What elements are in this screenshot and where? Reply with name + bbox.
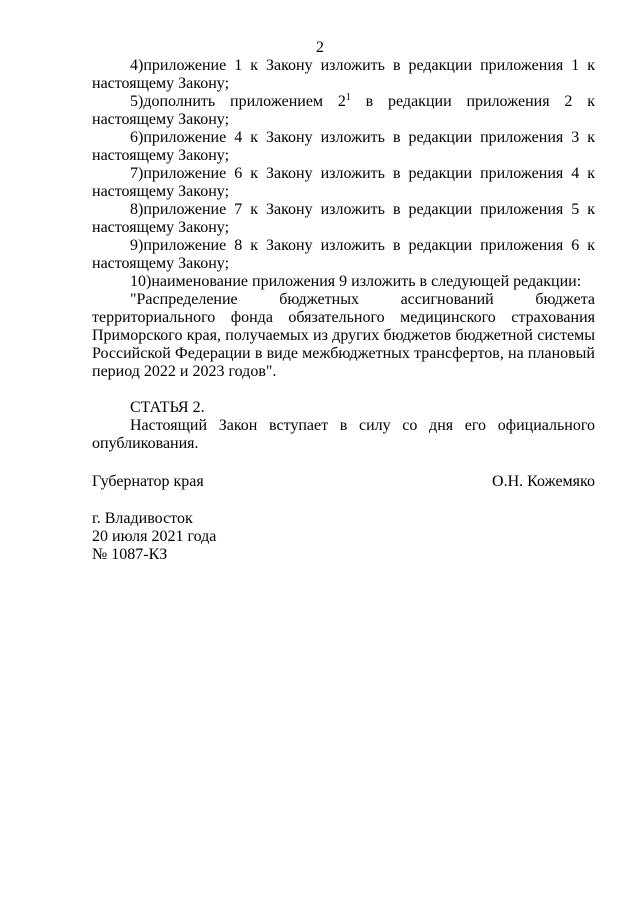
list-item: 4)приложение 1 к Закону изложить в редакции приложения 1 к настоящему Закону;	[92, 57, 595, 92]
place: г. Владивосток	[92, 510, 193, 527]
article-heading: СТАТЬЯ 2.	[130, 399, 205, 416]
list-item: 6)приложение 4 к Закону изложить в редакции приложения 3 к настоящему Закону;	[92, 129, 595, 164]
list-item: 9)приложение 8 к Закону изложить в редакции приложения 6 к настоящему Закону;	[92, 237, 595, 272]
signatory-name: О.Н. Кожемяко	[492, 473, 595, 490]
date: 20 июля 2021 года	[92, 528, 217, 545]
list-item: "Распределение бюджетных ассигнований бюджета территориального фонда обязательного медицинского страхования Приморского края, получаемых из других бюджетов бюджетной системы Российской Федерации в виде межбюджетных трансфертов, на плановый период 2022 и 2023 годов".	[92, 291, 595, 380]
list-item: 7)приложение 6 к Закону изложить в редакции приложения 4 к настоящему Закону;	[92, 165, 595, 200]
list-item: 5)дополнить приложением $2^1$ в редакции приложения 2 к настоящему Закону;	[92, 92, 595, 128]
document-body	[92, 57, 595, 453]
signatory-title: Губернатор края	[92, 473, 204, 490]
page-number: 2	[316, 39, 324, 56]
document-number: № 1087-КЗ	[92, 546, 168, 563]
superscript: 1	[345, 92, 351, 103]
list-item: 10)наименование приложения 9 изложить в следующей редакции:	[130, 273, 582, 290]
signature-block	[92, 473, 595, 491]
list-item: 8)приложение 7 к Закону изложить в редакции приложения 5 к настоящему Закону;	[92, 201, 595, 236]
article-text: Настоящий Закон вступает в силу со дня его официального опубликования.	[92, 417, 595, 452]
document-meta	[92, 510, 216, 564]
